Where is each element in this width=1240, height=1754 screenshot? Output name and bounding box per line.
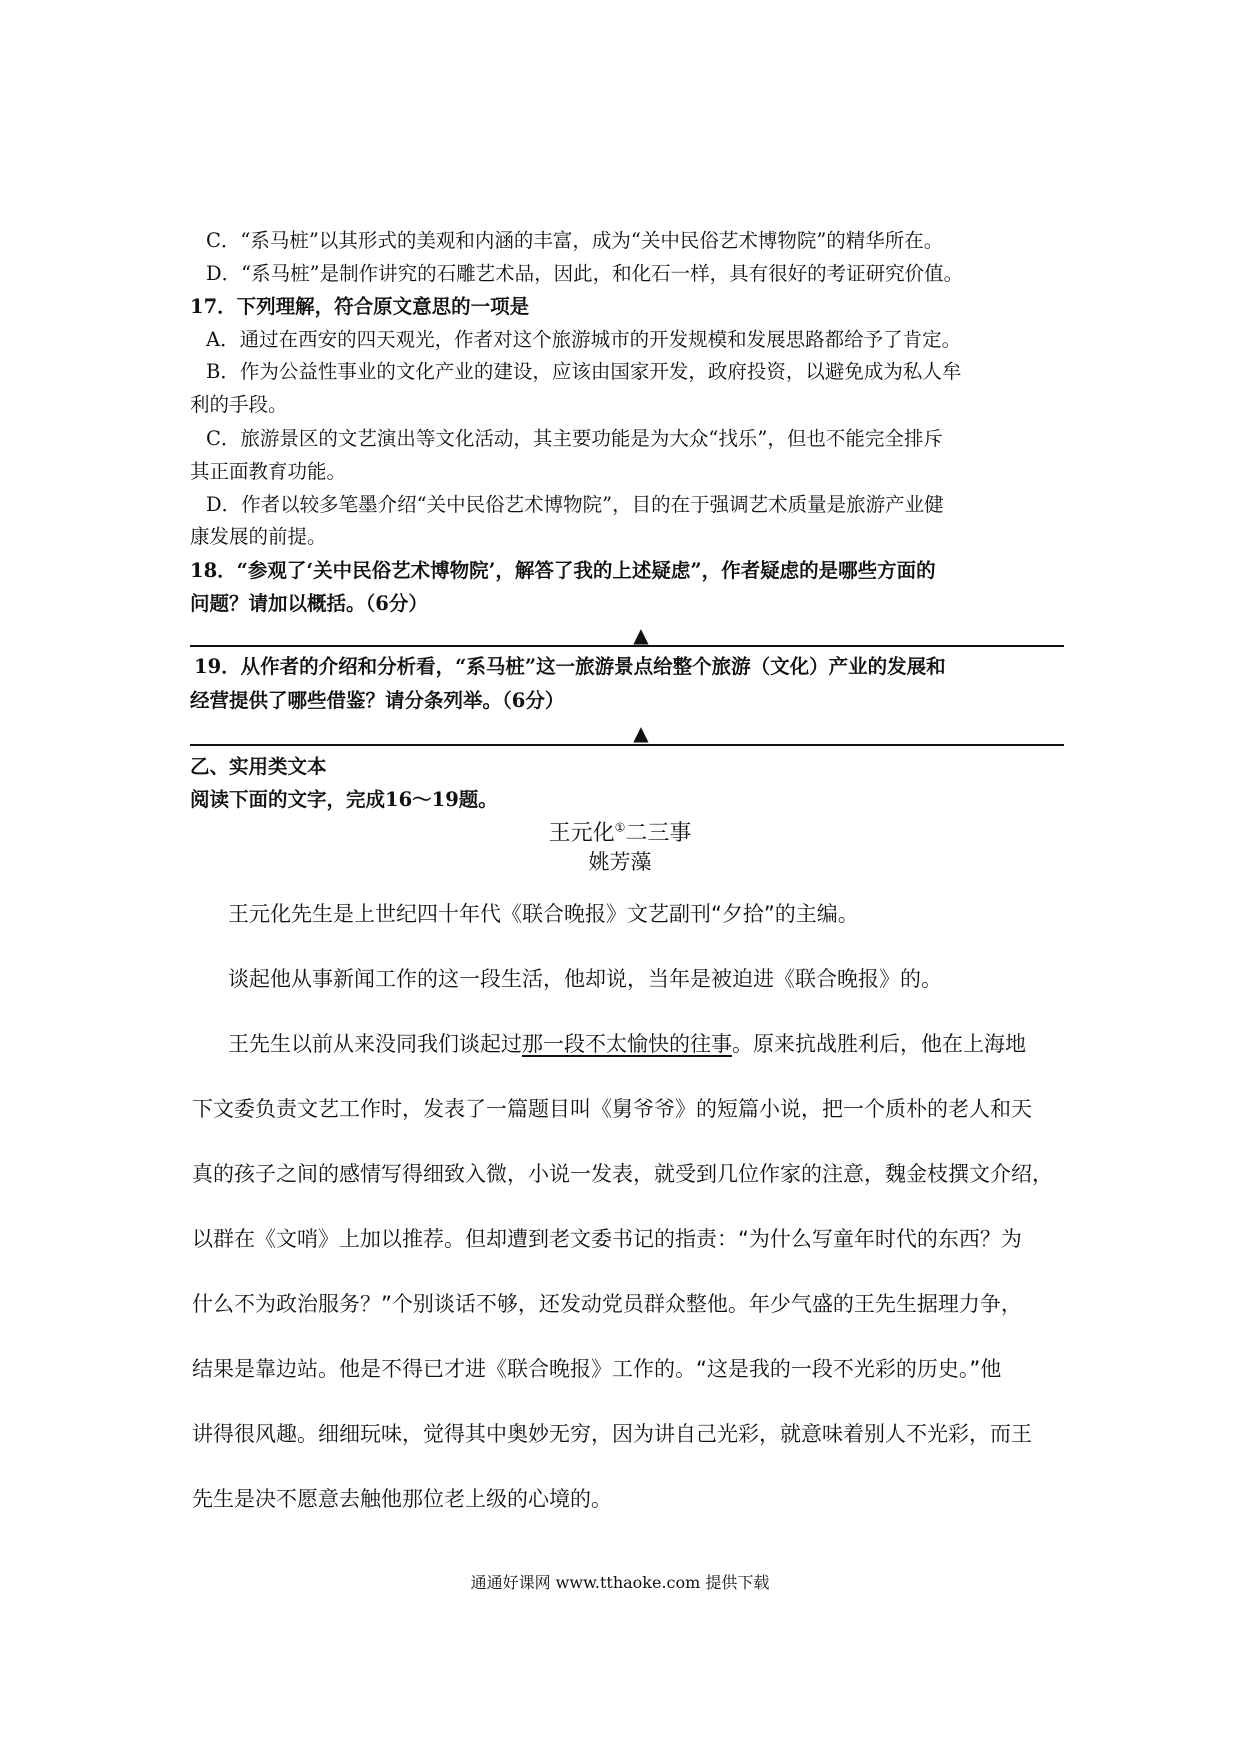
q17-stem: 17．下列理解，符合原文意思的一项是: [190, 295, 530, 318]
article-paragraph-3-line-2: 下文委负责文艺工作时，发表了一篇题目叫《舅爷爷》的短篇小说，把一个质朴的老人和天: [192, 1097, 1032, 1121]
article-paragraph-3-line-1: [228, 1028, 1094, 1060]
section-instruction: 阅读下面的文字，完成16～19题。: [190, 788, 498, 811]
article-paragraph-3-line-4: 以群在《文哨》上加以推荐。但却遭到老文委书记的指责：“为什么写童年时代的东西？为: [192, 1227, 1022, 1251]
article-title: [0, 816, 1240, 847]
q17-option-b: B．作为公益性事业的文化产业的建设，应该由国家开发，政府投资，以避免成为私人牟: [206, 360, 962, 383]
article-paragraph-3-line-5: 什么不为政治服务？”个别谈话不够，还发动党员群众整他。年少气盛的王先生据理力争，: [192, 1292, 1022, 1316]
q16-option-c: C．“系马桩”以其形式的美观和内涵的丰富，成为“关中民俗艺术博物院”的精华所在。: [206, 229, 944, 252]
q17-option-d: D．作者以较多笔墨介绍“关中民俗艺术博物院”，目的在于强调艺术质量是旅游产业健: [206, 493, 944, 516]
q19-stem-cont: 经营提供了哪些借鉴？请分条列举。（6分）: [190, 689, 565, 712]
q18-stem-cont: 问题？请加以概括。（6分）: [190, 592, 428, 615]
article-paragraph-3-line-3: 真的孩子之间的感情写得细致入微，小说一发表，就受到几位作家的注意，魏金枝撰文介绍，: [192, 1162, 1053, 1186]
article-paragraph-2: 谈起他从事新闻工作的这一段生活，他却说，当年是被迫进《联合晚报》的。: [228, 967, 942, 991]
section-heading: 乙、实用类文本: [190, 755, 327, 778]
article-paragraph-1: 王元化先生是上世纪四十年代《联合晚报》文艺副刊“夕拾”的主编。: [228, 902, 859, 926]
q18-stem: 18．“参观了‘关中民俗艺术博物院’，解答了我的上述疑虑”，作者疑虑的是哪些方面的: [190, 559, 936, 582]
article-title-rest: 二三事: [625, 821, 692, 846]
article-paragraph-3-line-6: 结果是靠边站。他是不得已才进《联合晚报》工作的。“这是我的一段不光彩的历史。”他: [192, 1357, 1002, 1381]
q17-option-d-cont: 康发展的前提。: [190, 525, 327, 548]
article-author: 姚芳藻: [588, 850, 652, 874]
q19-stem: 19．从作者的介绍和分析看，“系马桩”这一旅游景点给整个旅游（文化）产业的发展和: [194, 655, 946, 678]
q16-option-d: D．“系马桩”是制作讲究的石雕艺术品，因此，和化石一样，具有很好的考证研究价值。: [206, 262, 964, 285]
q19-answer-line: [190, 744, 1064, 746]
q19-answer-mark: ▲: [633, 721, 649, 745]
q18-answer-mark: ▲: [633, 623, 649, 647]
underlined-phrase: 那一段不太愉快的往事: [522, 1032, 732, 1056]
article-paragraph-3-line-8: 先生是决不愿意去触他那位老上级的心境的。: [192, 1487, 612, 1511]
article-title-main: 王元化: [548, 821, 615, 846]
page-footer: 通通好课网 www.tthaoke.com 提供下载: [470, 1573, 770, 1592]
q17-option-c-cont: 其正面教育功能。: [190, 460, 347, 483]
q17-option-a: A．通过在西安的四天观光，作者对这个旅游城市的开发规模和发展思路都给予了肯定。: [206, 328, 962, 351]
q18-answer-line: [190, 645, 1064, 647]
text-run: 王先生以前从来没同我们谈起过: [228, 1032, 522, 1056]
q17-option-c: C．旅游景区的文艺演出等文化活动，其主要功能是为大众“找乐”，但也不能完全排斥: [206, 427, 943, 450]
text-run: 。原来抗战胜利后，他在上海地: [732, 1032, 1026, 1056]
q17-option-b-cont: 利的手段。: [190, 393, 288, 416]
article-paragraph-3-line-7: 讲得很风趣。细细玩味，觉得其中奥妙无穷，因为讲自己光彩，就意味着别人不光彩，而王: [192, 1422, 1032, 1446]
footnote-marker: ①: [614, 820, 626, 835]
